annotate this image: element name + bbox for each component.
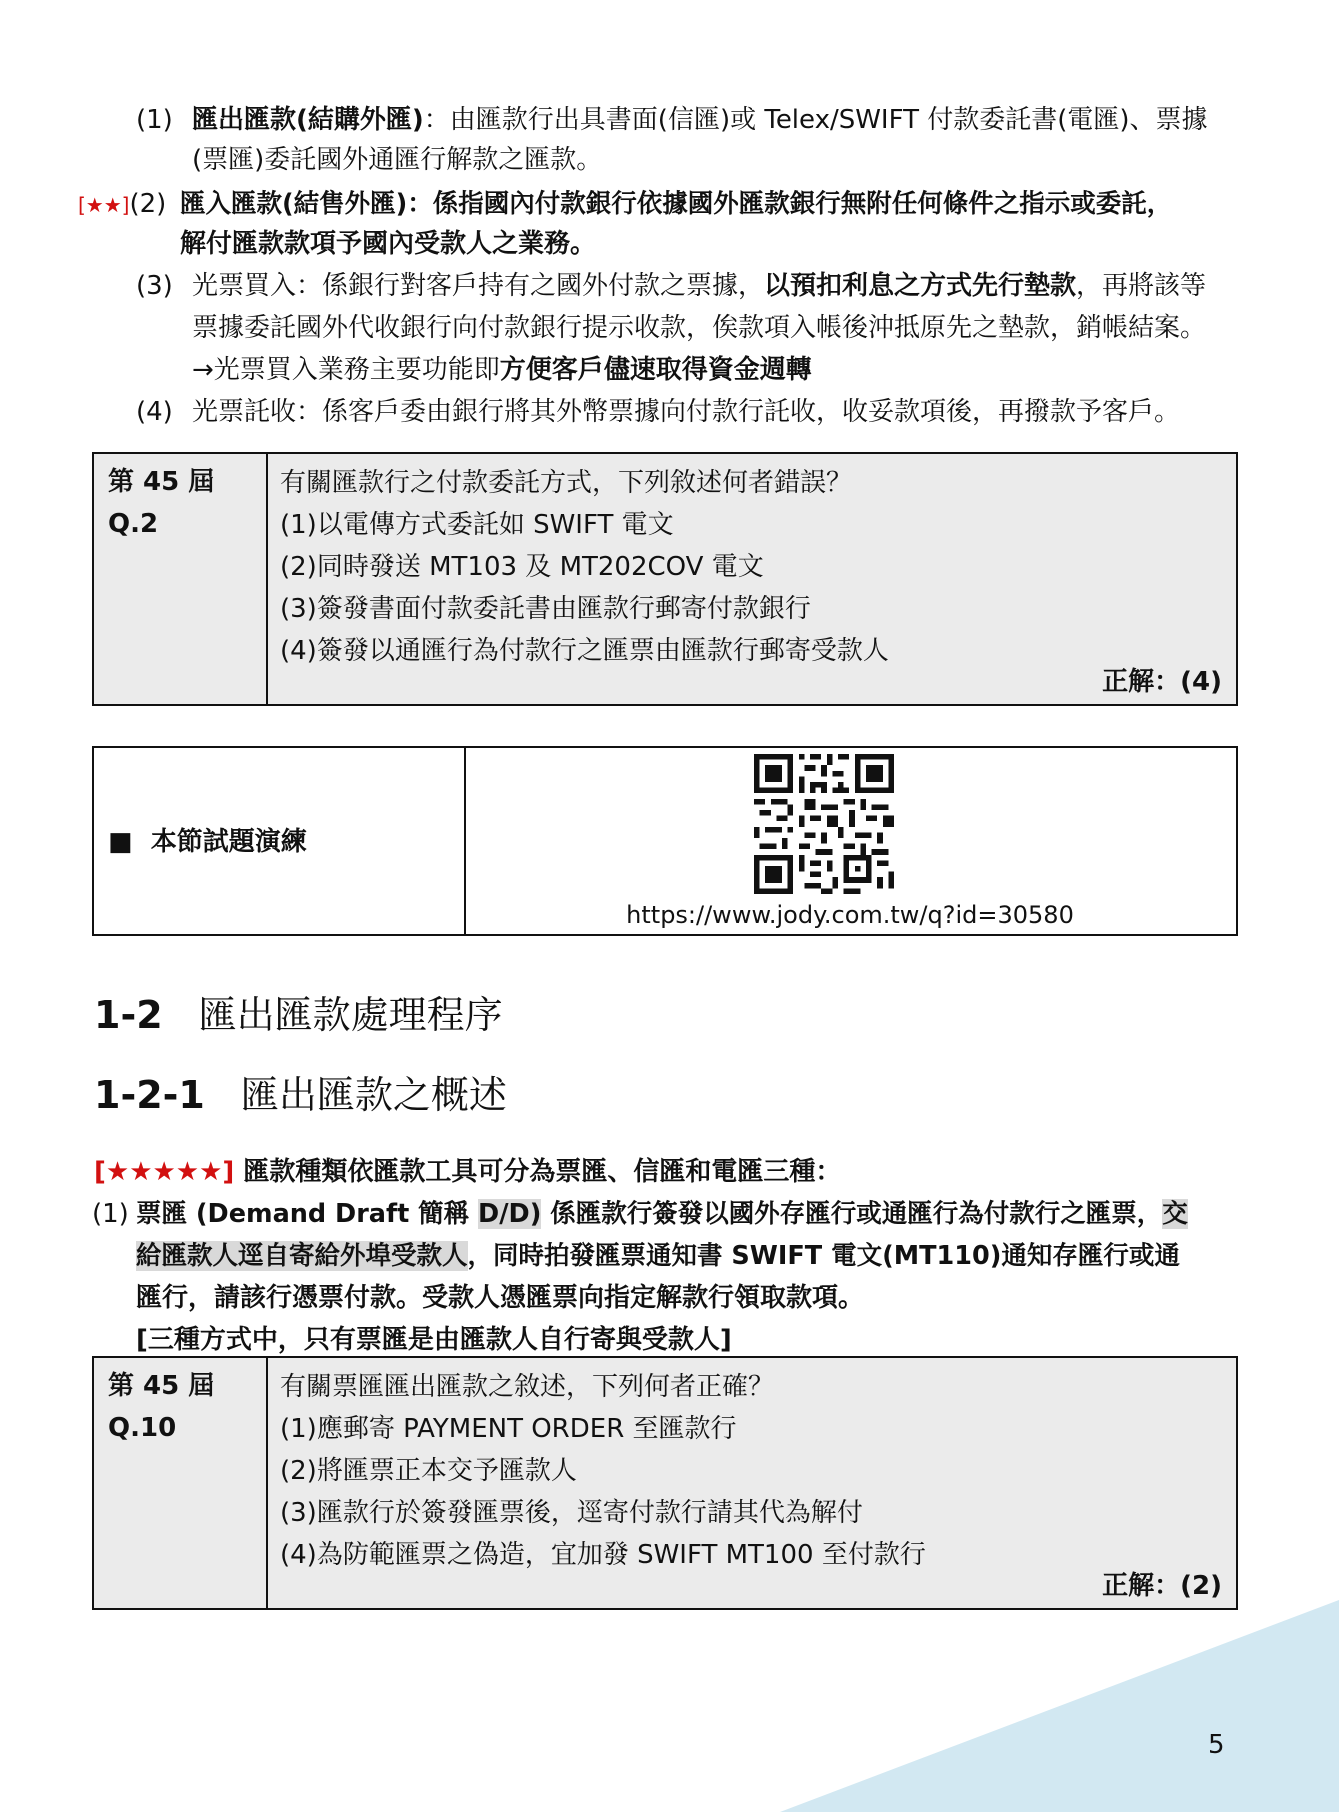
question-box [92,452,1238,706]
intro-line [94,1152,841,1192]
colon: ： [423,105,450,135]
answer: 正解：(2) [1102,1571,1222,1601]
answer: 正解：(4) [1102,667,1222,697]
bold-part: 以預扣利息之方式先行墊款 [764,271,1077,301]
exam-session: 第 45 屆 [108,1371,215,1401]
question-text: 有關匯款行之付款委託方式，下列敘述何者錯誤？ [280,468,853,498]
text-part: ，同時拍發匯票通知書 SWIFT 電文(MT110)通知存匯行或通 [467,1241,1180,1271]
list-item-continuation: (票匯)委託國外通匯行解款之匯款。 [192,145,603,175]
subsection-heading [94,1070,507,1120]
draft-line-1 [136,1194,1188,1234]
page-number: 5 [1208,1730,1225,1760]
text-part: ，再將該等 [1076,271,1207,301]
option: (1)以電傳方式委託如 SWIFT 電文 [280,510,674,540]
exam-session: 第 45 屆 [108,467,215,497]
list-item-text [192,266,1206,306]
decorative-corner-shape [780,1600,1339,1812]
option: (3)簽發書面付款委託書由匯款行郵寄付款銀行 [280,594,811,624]
option: (2)同時發送 MT103 及 MT202COV 電文 [280,552,764,582]
list-item-text [192,100,1208,140]
subsection-number: 1-2-1 [94,1073,205,1117]
option: (4)為防範匯票之偽造，宜加發 SWIFT MT100 至付款行 [280,1540,926,1570]
section-title: 匯出匯款處理程序 [198,993,503,1037]
star-rating: [★★★★★] [94,1157,235,1187]
note-text: →光票買入業務主要功能即 [192,355,500,385]
practice-label: 本節試題演練 [150,827,307,857]
practice-box [92,746,1238,936]
number-label: (2) [129,189,167,219]
list-item-text: 匯入匯款(結售外匯)：係指國內付款銀行依據國外匯款銀行無附任何條件之指示或委託， [180,189,1173,219]
option: (1)應郵寄 PAYMENT ORDER 至匯款行 [280,1414,737,1444]
star-rating: [★★] [78,193,130,217]
question-box [92,1356,1238,1610]
intro-text: 匯款種類依匯款工具可分為票匯、信匯和電匯三種： [243,1157,842,1187]
list-number: (3) [136,271,173,301]
bullet-icon: ■ [108,827,133,857]
list-item-note [192,350,812,390]
note-bold: 方便客戶儘速取得資金週轉 [499,355,812,385]
list-item-continuation: 票據委託國外代收銀行向付款銀行提示收款，俟款項入帳後沖抵原先之墊款，銷帳結案。 [192,313,1207,343]
question-text: 有關票匯匯出匯款之敘述，下列何者正確？ [280,1372,775,1402]
option: (4)簽發以通匯行為付款行之匯票由匯款行郵寄受款人 [280,636,889,666]
text-part: 光票買入：係銀行對客戶持有之國外付款之票據， [192,271,765,301]
question-number: Q.10 [108,1413,177,1443]
highlight: 交 [1162,1199,1188,1229]
practice-url-link[interactable]: https://www.jody.com.tw/q?id=30580 [626,901,1074,929]
qr-code-icon[interactable] [754,754,894,894]
list-number: (1) [136,105,173,135]
draft-line-2 [136,1236,1180,1276]
question-number: Q.2 [108,509,159,539]
section-heading [94,990,503,1040]
text-part: 係匯款行簽發以國外存匯行或通匯行為付款行之匯票， [541,1199,1163,1229]
list-item-text: 光票託收：係客戶委由銀行將其外幣票據向付款行託收，收妥款項後，再撥款予客戶。 [192,397,1181,427]
term-outward-remittance: 匯出匯款(結購外匯) [192,105,424,135]
option: (3)匯款行於簽發匯票後，逕寄付款行請其代為解付 [280,1498,863,1528]
definition-text: 由匯款行出具書面(信匯)或 Telex/SWIFT 付款委託書(電匯)、票據 [449,105,1208,135]
draft-line-3: 匯行，請該行憑票付款。受款人憑匯票向指定解款行領取款項。 [136,1283,865,1313]
text-part: 票匯 (Demand Draft 簡稱 [136,1199,479,1229]
subsection-title: 匯出匯款之概述 [240,1073,507,1117]
highlight: D/D) [478,1199,542,1229]
list-number: (4) [136,397,173,427]
option: (2)將匯票正本交予匯款人 [280,1456,577,1486]
list-number: (1) [92,1199,129,1229]
section-number: 1-2 [94,993,163,1037]
list-number [78,184,166,225]
list-item-continuation: 解付匯款款項予國內受款人之業務。 [180,229,597,259]
draft-note: [三種方式中，只有票匯是由匯款人自行寄與受款人] [136,1325,732,1355]
highlight: 給匯款人逕自寄給外埠受款人 [136,1241,468,1271]
